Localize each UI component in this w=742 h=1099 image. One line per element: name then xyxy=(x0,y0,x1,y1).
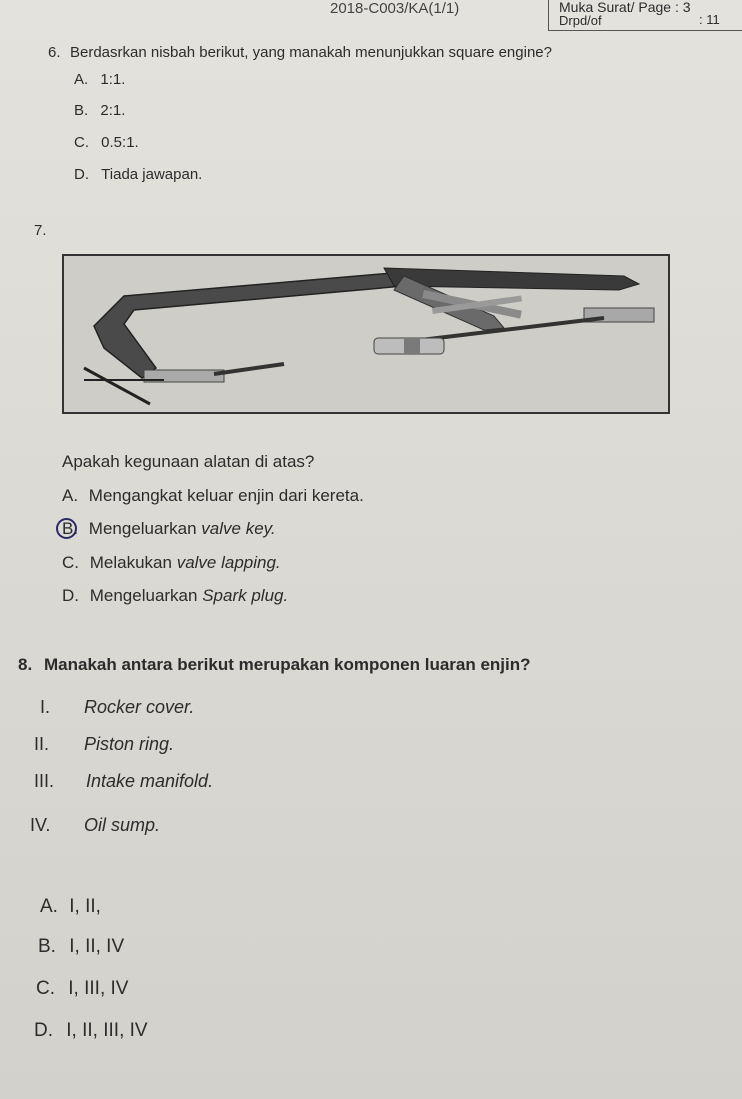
option-text: Mengangkat keluar enjin dari kereta. xyxy=(88,486,364,505)
page-info-box xyxy=(548,0,742,31)
option-text: Mengeluarkan xyxy=(89,586,198,605)
q8-number: 8. xyxy=(18,655,33,674)
option-term: valve key. xyxy=(201,519,276,538)
option-letter: D. xyxy=(34,1020,53,1041)
from-label: Drpd/of xyxy=(559,13,602,28)
item-text: Piston ring. xyxy=(84,734,175,754)
q8-item-1 xyxy=(40,697,195,718)
q8-item-3 xyxy=(34,771,214,792)
option-text: Mengeluarkan xyxy=(88,519,197,538)
option-letter: C. xyxy=(36,978,55,999)
q6-question-text: Berdasrkan nisbah berikut, yang manakah menunjukkan square engine? xyxy=(70,44,552,61)
option-text: I, II, IV xyxy=(69,936,125,957)
option-text: I, III, IV xyxy=(68,978,129,999)
q6-option-a xyxy=(74,71,125,88)
q8-item-4 xyxy=(30,815,161,836)
q8-option-c xyxy=(36,978,128,1000)
tool-image xyxy=(62,254,670,414)
item-text: Oil sump. xyxy=(84,815,161,835)
valve-spring-compressor-icon xyxy=(64,256,668,412)
option-text: 2:1. xyxy=(100,102,126,119)
item-numeral: III. xyxy=(34,771,55,791)
option-letter: D. xyxy=(74,166,89,183)
q6-number: 6. xyxy=(48,44,61,61)
option-letter: D. xyxy=(62,586,79,605)
q8-item-2 xyxy=(34,734,175,755)
option-text: Tiada jawapan. xyxy=(101,166,203,183)
option-letter: A. xyxy=(74,71,89,88)
option-text: I, II, xyxy=(69,896,101,917)
q8-option-d xyxy=(34,1020,148,1042)
item-text: Rocker cover. xyxy=(84,697,195,717)
q8-option-b xyxy=(38,936,124,958)
option-letter: C. xyxy=(74,134,89,151)
q7-option-c xyxy=(62,553,281,573)
q7-option-a xyxy=(62,486,364,506)
q8-question: Manakah antara berikut merupakan komponen luaran enjin? xyxy=(44,655,531,674)
item-numeral: II. xyxy=(34,734,50,754)
item-numeral: IV. xyxy=(30,815,51,835)
option-text: I, II, III, IV xyxy=(66,1020,148,1041)
option-letter: A. xyxy=(62,486,79,505)
q7-number: 7. xyxy=(34,222,47,239)
item-text: Intake manifold. xyxy=(86,771,214,791)
q7-option-b xyxy=(62,519,276,539)
option-text: 1:1. xyxy=(100,71,126,88)
option-letter: B. xyxy=(62,519,79,538)
option-letter: C. xyxy=(62,553,79,572)
q6-option-b xyxy=(74,102,125,119)
paper-code: 2018-C003/KA(1/1) xyxy=(330,0,460,17)
q6-option-d xyxy=(74,166,202,183)
option-letter: B. xyxy=(38,936,56,957)
total-pages: : 11 xyxy=(699,12,720,27)
q6-question xyxy=(70,44,552,61)
item-numeral: I. xyxy=(40,697,51,717)
q7-question: Apakah kegunaan alatan di atas? xyxy=(62,452,315,471)
option-text: Melakukan xyxy=(89,553,172,572)
page-label: Muka Surat/ Page : 3 xyxy=(559,0,691,15)
option-letter: A. xyxy=(40,896,58,917)
option-letter: B. xyxy=(74,102,89,119)
option-text: 0.5:1. xyxy=(101,134,139,151)
q7-option-d xyxy=(62,586,288,606)
option-term: valve lapping. xyxy=(176,553,281,572)
q6-option-c xyxy=(74,134,139,151)
q8-option-a xyxy=(40,896,101,918)
option-term: Spark plug. xyxy=(202,586,289,605)
